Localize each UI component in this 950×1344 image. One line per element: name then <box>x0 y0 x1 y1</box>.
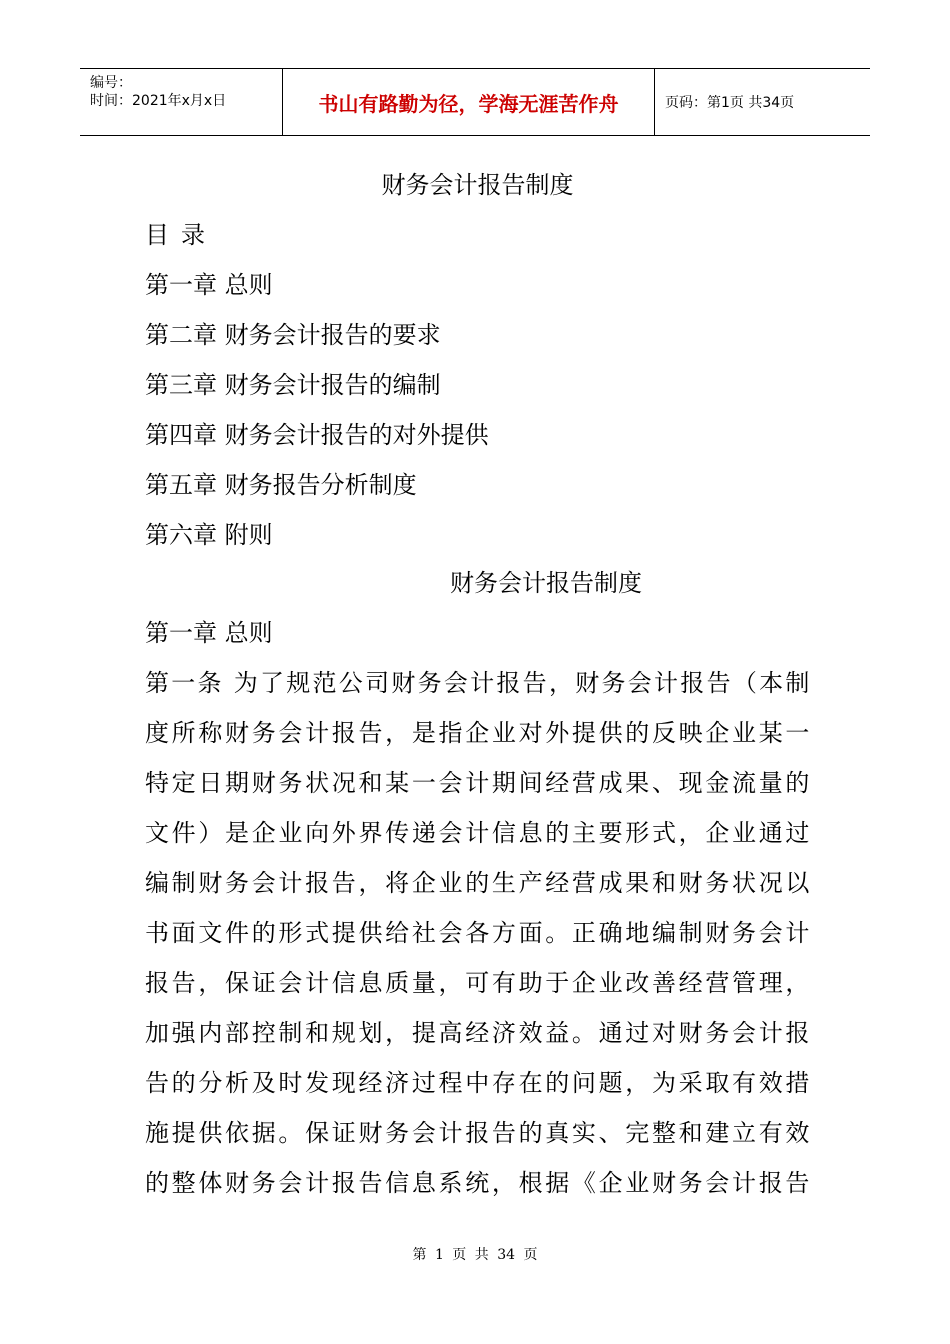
paragraph-line: 报告，保证会计信息质量，可有助于企业改善经营管理， <box>145 969 810 997</box>
paragraph-line: 的整体财务会计报告信息系统，根据《企业财务会计报告 <box>145 1169 810 1197</box>
paragraph-line: 特定日期财务状况和某一会计期间经营成果、现金流量的 <box>145 769 810 797</box>
header-motto: 书山有路勤为径，学海无涯苦作舟 <box>283 69 655 135</box>
paragraph-line: 度所称财务会计报告，是指企业对外提供的反映企业某一 <box>145 719 810 747</box>
article-paragraph <box>145 658 810 1208</box>
paragraph-line: 施提供依据。保证财务会计报告的真实、完整和建立有效 <box>145 1119 810 1147</box>
paragraph-line: 告的分析及时发现经济过程中存在的问题，为采取有效措 <box>145 1069 810 1097</box>
serial-number-label: 编号： <box>90 75 132 91</box>
header-page-info: 页码：第1页 共34页 <box>665 95 795 111</box>
paragraph-line: 第一条 为了规范公司财务会计报告，财务会计报告（本制 <box>145 669 810 697</box>
toc-item-1: 第一章 总则 <box>145 271 273 299</box>
document-header <box>80 68 870 136</box>
toc-item-4: 第四章 财务会计报告的对外提供 <box>145 421 489 449</box>
section-title: 财务会计报告制度 <box>450 569 642 597</box>
page-footer: 第 1 页 共 34 页 <box>412 1247 538 1263</box>
toc-item-5: 第五章 财务报告分析制度 <box>145 471 417 499</box>
document-title: 财务会计报告制度 <box>381 171 574 199</box>
toc-heading: 目录 <box>145 221 217 249</box>
toc-item-2: 第二章 财务会计报告的要求 <box>145 321 441 349</box>
paragraph-line: 编制财务会计报告，将企业的生产经营成果和财务状况以 <box>145 869 810 897</box>
time-label: 时间：2021年x月x日 <box>90 93 227 109</box>
chapter-heading: 第一章 总则 <box>145 619 273 647</box>
toc-item-3: 第三章 财务会计报告的编制 <box>145 371 441 399</box>
paragraph-line: 文件）是企业向外界传递会计信息的主要形式，企业通过 <box>145 819 810 847</box>
paragraph-line: 书面文件的形式提供给社会各方面。正确地编制财务会计 <box>145 919 810 947</box>
toc-item-6: 第六章 附则 <box>145 521 273 549</box>
header-meta-cell <box>80 69 283 135</box>
paragraph-line: 加强内部控制和规划，提高经济效益。通过对财务会计报 <box>145 1019 810 1047</box>
